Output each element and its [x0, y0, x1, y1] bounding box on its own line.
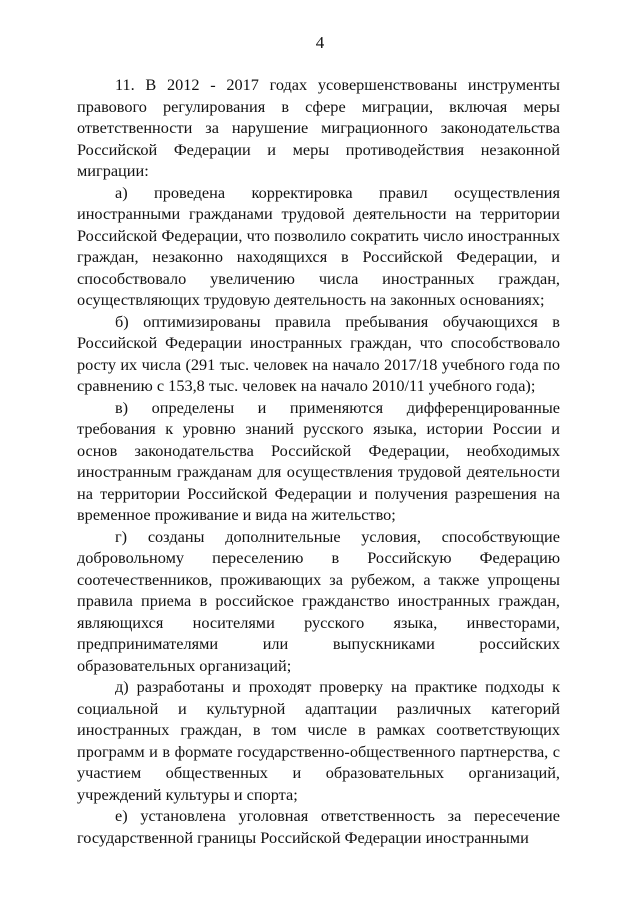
paragraph-item-a: а) проведена корректировка правил осуществления иностранными гражданами трудовой деятельности на территории Российской Федерации, что позволило сократить число иностранных граждан, незаконно находящихся в Российской Федерации, и способствовало увеличению числа иностранных граждан, осуществляющих трудовую деятельность на законных основаниях;	[77, 182, 560, 309]
paragraph-11-intro: 11. В 2012 - 2017 годах усовершенствованы инструменты правового регулирования в сфере миграции, включая меры ответственности за нарушение миграционного законодательства Российской Федерации и меры противодействия незаконной миграции:	[77, 75, 560, 180]
paragraph-item-b: б) оптимизированы правила пребывания обучающихся в Российской Федерации иностранных граждан, что способствовало росту их числа (291 тыс. человек на начало 2017/18 учебного года по сравнению с 153,8 тыс. человек на начало 2010/11 учебного года);	[77, 311, 560, 395]
page-number: 4	[315, 33, 325, 52]
paragraph-item-d: д) разработаны и проходят проверку на практике подходы к социальной и культурной адаптации различных категорий иностранных граждан, в том числе в рамках соответствующих программ и в формате государственно-общественного партнерства, с участием общественных и образовательных организаций, учреждений культуры и спорта;	[77, 677, 560, 804]
paragraph-item-g: г) созданы дополнительные условия, способствующие добровольному переселению в Российскую Федерацию соотечественников, проживающих за рубежом, а также упрощены правила приема в российское гражданство иностранных граждан, являющихся носителями русского языка, инвесторами, предпринимателями или выпускниками российских образовательных организаций;	[77, 526, 560, 675]
paragraph-item-v: в) определены и применяются дифференцированные требования к уровню знаний русского языка, истории России и основ законодательства Российской Федерации, необходимых иностранным гражданам для осуществления трудовой деятельности на территории Российской Федерации и получения разрешения на временное проживание и вида на жительство;	[77, 397, 560, 524]
paragraph-item-e: е) установлена уголовная ответственность за пересечение государственной границы Российской Федерации иностранными	[77, 806, 560, 847]
document-body	[77, 74, 560, 848]
